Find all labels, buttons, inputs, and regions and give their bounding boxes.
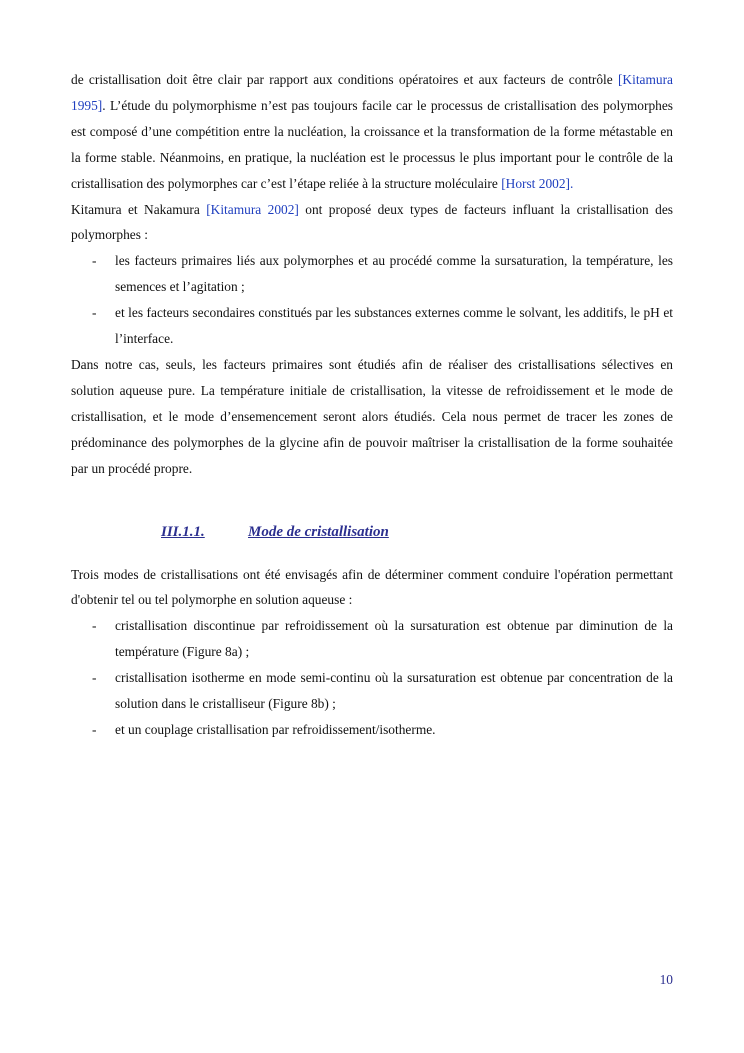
list-item-text: et les facteurs secondaires constitués par les substances externes comme le solvant, les additifs, le pH et l’interface.: [115, 305, 673, 347]
modes-list: [71, 613, 673, 743]
list-item: [71, 300, 673, 352]
section-number: III.1.1.: [161, 523, 205, 540]
list-item: [71, 248, 673, 300]
paragraph-text: . L’étude du polymorphisme n’est pas toujours facile car le processus de cristallisation des polymorphes est composé d’une compétition entre la nucléation, la croissance et la transformation de la forme métastable en la forme stable. Néanmoins, en pratique, la nucléation est le processus le plus important pour le contrôle de la cristallisation des polymorphes car c’est l’étape reliée à la structure moléculaire: [71, 97, 673, 191]
dash-bullet: -: [92, 670, 97, 686]
page-body: [71, 67, 673, 743]
list-item-text: les facteurs primaires liés aux polymorphes et au procédé comme la sursaturation, la température, les semences et l’agitation ;: [115, 253, 673, 295]
list-item-text: cristallisation isotherme en mode semi-continu où la sursaturation est obtenue par concentration de la solution dans le cristalliseur (Figure 8b) ;: [115, 670, 673, 712]
citation-horst-2002[interactable]: [Horst 2002].: [501, 175, 574, 191]
list-item: [71, 665, 673, 717]
list-item: [71, 717, 673, 743]
citation-kitamura-1995[interactable]: [Kitamura 1995]: [71, 72, 673, 113]
paragraph-modes: Trois modes de cristallisations ont été envisagés afin de déterminer comment conduire l'opération permettant d'obtenir tel ou tel polymorphe en solution aqueuse :: [71, 566, 673, 608]
dash-bullet: -: [92, 253, 97, 269]
list-item-text: et un couplage cristallisation par refroidissement/isotherme.: [115, 721, 436, 737]
citation-kitamura-2002[interactable]: [Kitamura 2002]: [206, 201, 299, 217]
paragraph-text: Kitamura et Nakamura: [71, 201, 207, 217]
paragraph-case: Dans notre cas, seuls, les facteurs primaires sont étudiés afin de réaliser des cristallisations sélectives en solution aqueuse pure. La température initiale de cristallisation, la vitesse de refroidissement et le mode de cristallisation, et le mode d’ensemencement seront alors étudiés. Cela nous permet de tracer les zones de prédominance des polymorphes de la glycine afin de pouvoir maîtriser la cristallisation de la forme souhaitée par un procédé propre.: [71, 356, 673, 476]
section-heading: [71, 524, 673, 552]
dash-bullet: -: [92, 618, 97, 634]
page-number: 10: [659, 972, 673, 987]
paragraph-intro: [71, 67, 673, 197]
paragraph-text: de cristallisation doit être clair par rapport aux conditions opératoires et aux facteurs de contrôle: [71, 72, 618, 87]
section-title: Mode de cristallisation: [248, 523, 389, 540]
paragraph-text: ont proposé deux types de facteurs influant la cristallisation des polymorphes :: [71, 201, 673, 243]
paragraph-factors: [71, 197, 673, 249]
list-item-text: cristallisation discontinue par refroidissement où la sursaturation est obtenue par diminution de la température (Figure 8a) ;: [115, 618, 673, 660]
list-item: [71, 613, 673, 665]
dash-bullet: -: [92, 305, 97, 321]
dash-bullet: -: [92, 721, 97, 737]
factors-list: [71, 248, 673, 352]
